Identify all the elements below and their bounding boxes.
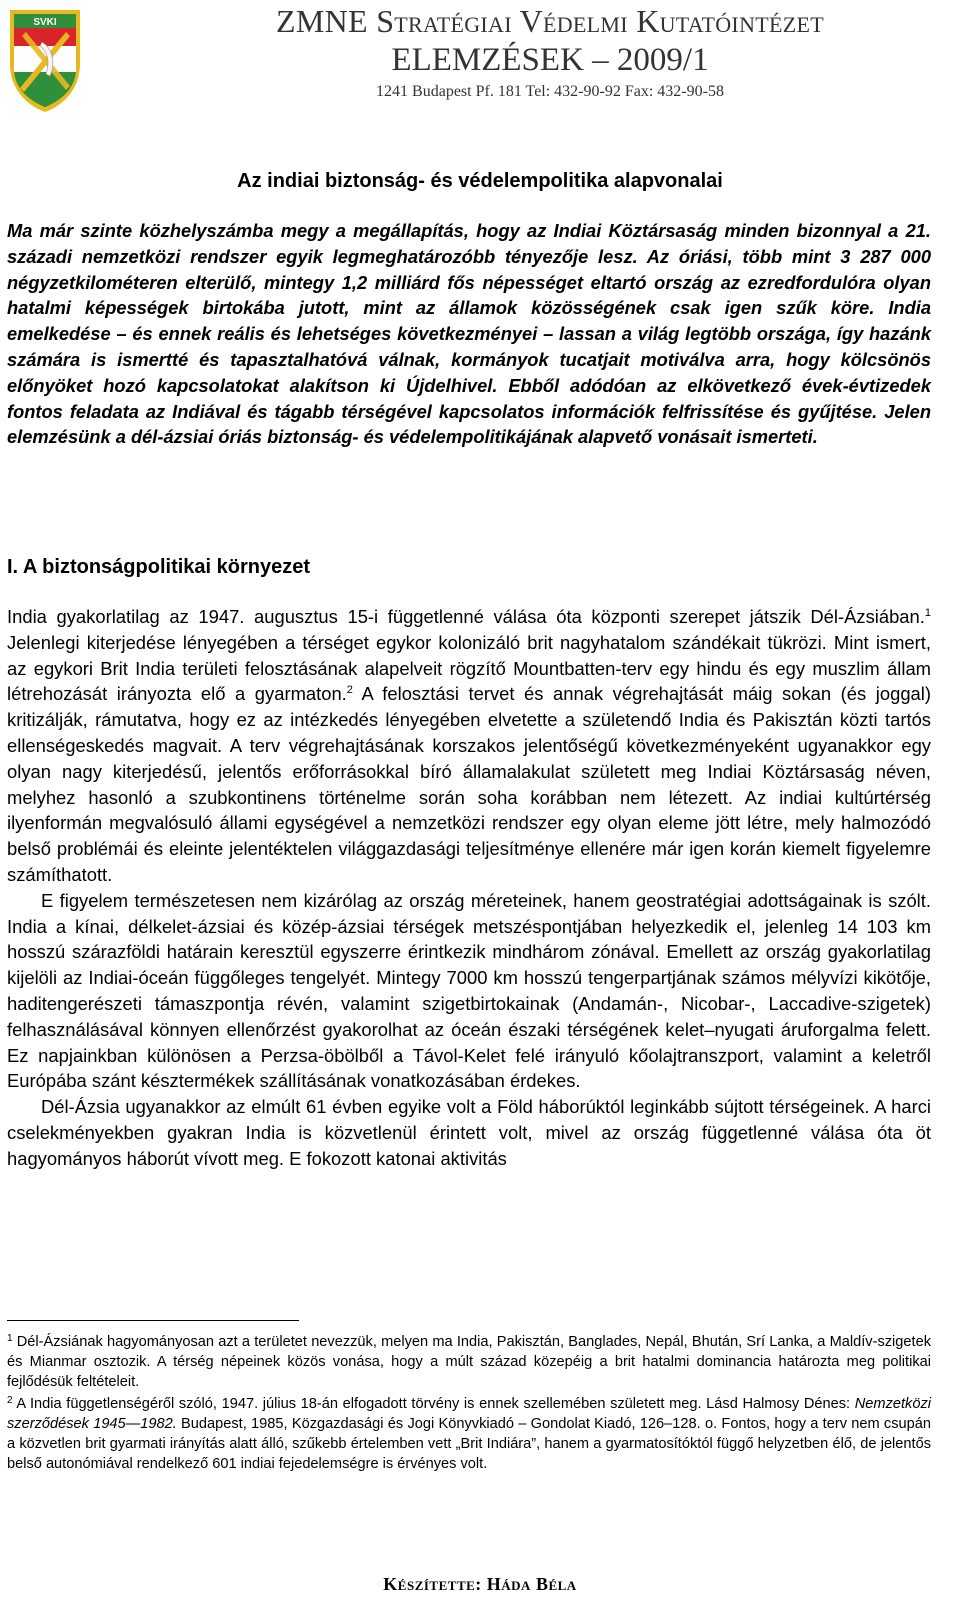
footnote-divider — [7, 1320, 299, 1321]
institute-address: 1241 Budapest Pf. 181 Tel: 432-90-92 Fax: 432-90-58 — [376, 83, 724, 100]
footnote-text: Budapest, 1985, Közgazdasági és Jogi Könyvkiadó – Gondolat Kiadó, 126–128. o. Fontos, hogy a terv nem csupán a közvetlen brit gyarmati irányítás alatt álló, szűkebb értelemben vett „Brit Indiára”, hanem a gyarmatosítóktól függő helyzetben élő, de jelentős belső autonómiával rendelkező 601 indiai fejedelemségre is érvényes volt. — [7, 1416, 931, 1472]
footnote-number: 2 — [7, 1395, 13, 1406]
cited-book-title: Nemzetközi szerződések 1945—1982. — [7, 1396, 931, 1432]
footnote-1 — [7, 1332, 931, 1392]
body-text-run: Jelenlegi kiterjedése lényegében a térséget egykor kolonizáló brit nagyhatalom szándékait tükrözi. Mint ismert, az egykori Brit India területi felosztásának alapelveit rögzítő Mountbatten-terv egy hindu és egy muszlim állam létrehozását irányozta elő a gyarmaton. — [7, 631, 931, 705]
footnote-text: Dél-Ázsiának hagyományosan azt a területet nevezzük, melyen ma India, Pakisztán, Banglades, Nepál, Bhután, Srí Lanka, a Maldív-szigetek és Mianmar osztozik. A térség népeinek közös vonása, hogy a múlt század közepéig a brit hatalmi dominancia határozta meg politikai fejlődésük feltételeit. — [7, 1334, 931, 1390]
institute-name: ZMNE Stratégiai Védelmi Kutatóintézet — [276, 3, 824, 39]
document-title: Az indiai biztonság- és védelempolitika alapvonalai — [237, 170, 723, 192]
body-text — [7, 604, 931, 1172]
footnote-number: 1 — [7, 1333, 13, 1344]
logo-text: SVKI — [33, 17, 57, 28]
body-paragraph-2: E figyelem természetesen nem kizárólag az ország méreteinek, hanem geostratégiai adottságainak is szólt. India a kínai, délkelet-ázsiai és közép-ázsiai térségek metszéspontjában helyezkedik el, jelenleg 14 103 km hosszú szárazföldi határain keresztül egyszerre érintkezik mindhárom zónával. Emellett az ország gyakorlatilag kijelöli az Indiai-óceán függőleges tengelyét. Mintegy 7000 km hosszú tengerpartjának számos mélyvízi kikötője, haditengerészeti támaszpontja révén, valamint szigetbirtokainak (Andamán-, Nicobar-, Laccadive-szigetek) felhasználásával könnyen ellenőrzést gyakorolhat az óceán északi térségének kelet–nyugati áruforgalma felett. Ez napjainkban különösen a Perzsa-öbölből a Távol-Kelet felé irányuló kőolajtranszport, valamint a keletről Európába szánt késztermékek szállításának vonatkozásában érdekes. — [7, 889, 931, 1092]
footnote-2 — [7, 1394, 931, 1474]
body-paragraph-1 — [7, 604, 931, 888]
section-heading: I. A biztonságpolitikai környezet — [7, 556, 311, 578]
series-title: ELEMZÉSEK – 2009/1 — [391, 42, 709, 78]
author-footer: Készítette: Háda Béla — [383, 1574, 577, 1594]
body-text-run: India gyakorlatilag az 1947. augusztus 15-i függetlenné válása óta központi szerepet játszik Dél-Ázsiában. — [7, 606, 925, 627]
abstract-paragraph: Ma már szinte közhelyszámba megy a megállapítás, hogy az Indiai Köztársaság minden bizonnyal a 21. századi nemzetközi rendszer egyik legmeghatározóbb tényezője lesz. Az óriási, több mint 3 287 000 négyzetkilométeren elterülő, mintegy 1,2 milliárd fős népességet eltartó ország az ezredfordulóra olyan hatalmi képességek birtokába jutott, mint az államok közösségének csak igen szűk köre. India emelkedése – és ennek reális és lehetséges következményei – lassan a világ legtöbb országa, így hazánk számára is ismertté és tapasztalhatóvá válnak, kormányok tucatjait motiválva arra, hogy kölcsönös előnyöket hozó kapcsolatokat alakítson ki Újdelhivel. Ebből adódóan az elkövetkező évek-évtizedek fontos feladata az Indiával és tágabb térségével kapcsolatos információk felfrissítése és gyűjtése. Jelen elemzésünk a dél-ázsiai óriás biztonság- és védelempolitikájának alapvető vonásait ismerteti. — [7, 220, 931, 448]
footnote-text: A India függetlenségéről szóló, 1947. július 18-án elfogadott törvény is ennek szellemében született meg. Lásd Halmosy Dénes: — [12, 1396, 855, 1412]
institute-shield-logo — [6, 2, 84, 114]
footnote-ref-2[interactable]: 2 — [346, 684, 353, 697]
body-paragraph-3: Dél-Ázsia ugyanakkor az elmúlt 61 évben egyike volt a Föld háborúktól leginkább sújtott térségeinek. A harci cselekményekben gyakran India is közvetlenül érintett volt, mivel az ország függetlenné válása óta öt hagyományos háborút vívott meg. E fokozott katonai aktivitás — [7, 1096, 931, 1169]
footnote-ref-1[interactable]: 1 — [924, 607, 931, 619]
body-text-run: A felosztási tervet és annak végrehajtását máig sokan (és joggal) kritizálják, rámutatva, hogy ez az intézkedés lényegében elvetette a születendő India és Pakisztán közti tartós ellenségeskedés magvait. A terv végrehajtásának korszakos jelentőségű következményeként ugyanakkor egy olyan nagy kiterjedésű, jelentős erőforrásokkal bíró államalakulat született meg Indiai Köztársaság néven, melyhez hasonló a szubkontinens történelme során soha korábban nem létezett. Az indiai kultúrtérség ilyenformán megvalósuló állami egységével a nemzetközi rendszer egy olyan eleme jött létre, mely halmozódó belső problémái és eleinte jelentéktelen világgazdasági teljesítménye ellenére már igen korán kiemelt figyelemre számíthatott. — [7, 683, 931, 885]
